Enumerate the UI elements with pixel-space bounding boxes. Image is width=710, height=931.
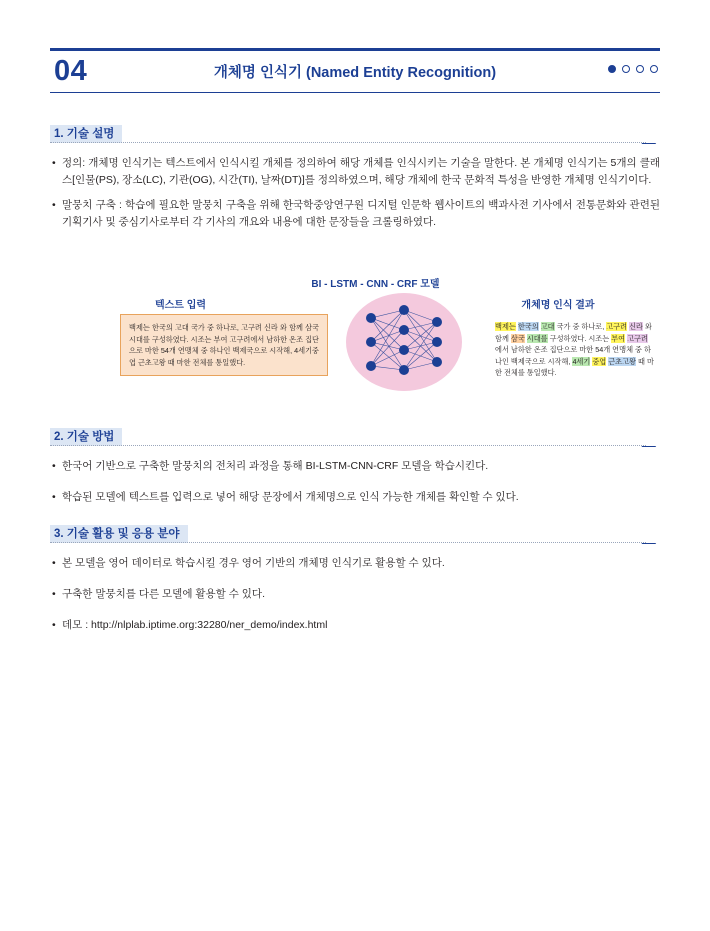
bullet-item: • 학습된 모델에 텍스트를 입력으로 넣어 해당 문장에서 개체명으로 인식 가능한 개체를 확인할 수 있다. (50, 489, 660, 506)
section-2-label: 2. 기술 방법 (50, 428, 122, 446)
result-segment: 4세기 (572, 356, 591, 366)
section-3-label: 3. 기술 활용 및 응용 분야 (50, 525, 188, 543)
result-segment: 구성하였다. 시조는 (549, 333, 610, 343)
bullet-item: • 한국어 기반으로 구축한 말뭉치의 전처리 과정을 통해 BI-LSTM-CNN-CRF 모델을 학습시킨다. (50, 458, 660, 475)
bullet-item: • 구축한 말뭉치를 다른 모델에 활용할 수 있다. (50, 586, 660, 603)
progress-dot-1 (608, 65, 616, 73)
section-1-label: 1. 기술 설명 (50, 125, 122, 143)
header-top-rule (50, 48, 660, 51)
section-3-bullets (50, 555, 660, 634)
neural-network-diagram (345, 292, 463, 392)
section-2-heading (50, 428, 660, 448)
progress-dots (608, 65, 658, 73)
result-segment: 고대 (540, 322, 555, 331)
figure-input-textbox: 백제는 한국의 고대 국가 중 하나로, 고구려 신라 와 함께 삼국 시대를 구성하였다. 시조는 부여 고구려에서 남하한 온조 집단으로 마한 54개 연맹체 중 하나인 백제국으로 시작해, 4세기중엽 근초고왕 때 마한 전체를 통일했다. (120, 314, 328, 376)
result-segment: 백제는 (495, 322, 516, 331)
section-2-dotted-rule (50, 445, 646, 446)
section-1-corner-rule (641, 133, 664, 144)
bullet-item: • 본 모델을 영어 데이터로 학습시킬 경우 영어 기반의 개체명 인식기로 활용할 수 있다. (50, 555, 660, 572)
section-2-bullets (50, 458, 660, 506)
section-1-bullets (50, 155, 660, 231)
model-figure (50, 272, 660, 402)
figure-label-model: BI - LSTM - CNN - CRF 모델 (311, 279, 440, 290)
result-segment: 때 마한 전체를 통일했다. (495, 356, 654, 377)
result-segment: 고구려 (627, 333, 648, 343)
page-number: 04 (54, 55, 88, 87)
figure-label-input: 텍스트 입력 (154, 300, 207, 311)
bullet-item-demo-link[interactable]: • 데모 : http://nlplab.iptime.org:32280/ner_demo/index.html (50, 617, 660, 634)
progress-dot-4 (650, 65, 658, 73)
header-bottom-rule (50, 92, 660, 93)
section-technology-description (50, 125, 660, 239)
result-segment: 근초고왕 (608, 356, 636, 366)
section-2-corner-rule (641, 436, 664, 447)
section-3-dotted-rule (50, 542, 646, 543)
section-3-corner-rule (641, 533, 664, 544)
bullet-item: • 정의: 개체명 인식기는 텍스트에서 인식시킬 개체를 정의하여 해당 개체를 인식시키는 기술을 말한다. 본 개체명 인식기는 5개의 클래스[인물(PS), 장소(LC), 기관(OG), 시간(TI), 날짜(DT)]를 정의하였으며, 해당 개체에 한국 문화적 특성을 반영한 개체명 인식기이다. (50, 155, 660, 189)
result-segment: 국가 중 하나로, (556, 322, 605, 331)
figure-result-textbox (493, 314, 658, 376)
progress-dot-3 (636, 65, 644, 73)
result-segment: 시대를 (526, 333, 548, 343)
result-segment: 중엽 (592, 356, 607, 366)
result-segment: 에서 남하한 온조 집단으로 마한 54개 연맹체 중 하나인 백제국으로 시작해, (495, 345, 651, 366)
section-1-heading (50, 125, 660, 145)
progress-dot-2 (622, 65, 630, 73)
result-segment: 삼국 (510, 333, 525, 343)
section-1-dotted-rule (50, 142, 646, 143)
section-applications (50, 525, 660, 642)
result-segment: 와 함께 (495, 322, 652, 343)
neural-network-svg (345, 292, 463, 392)
page-header (50, 48, 660, 92)
figure-label-result: 개체명 인식 결과 (521, 300, 595, 311)
result-segment: 고구려 (606, 322, 628, 331)
section-3-heading (50, 525, 660, 545)
result-segment: 부여 (611, 333, 626, 343)
result-segment: 신라 (629, 322, 643, 331)
page-title: 개체명 인식기 (Named Entity Recognition) (213, 65, 497, 81)
section-technology-method (50, 428, 660, 514)
bullet-item: • 말뭉치 구축 : 학습에 필요한 말뭉치 구축을 위해 한국학중앙연구원 디지털 인문학 웹사이트의 백과사전 기사에서 전통문화와 관련된 기획기사 및 중심기사로부터 각 기사의 개요와 내용에 대한 문장들을 크롤링하였다. (50, 197, 660, 231)
result-segment: 한국의 (517, 322, 539, 331)
